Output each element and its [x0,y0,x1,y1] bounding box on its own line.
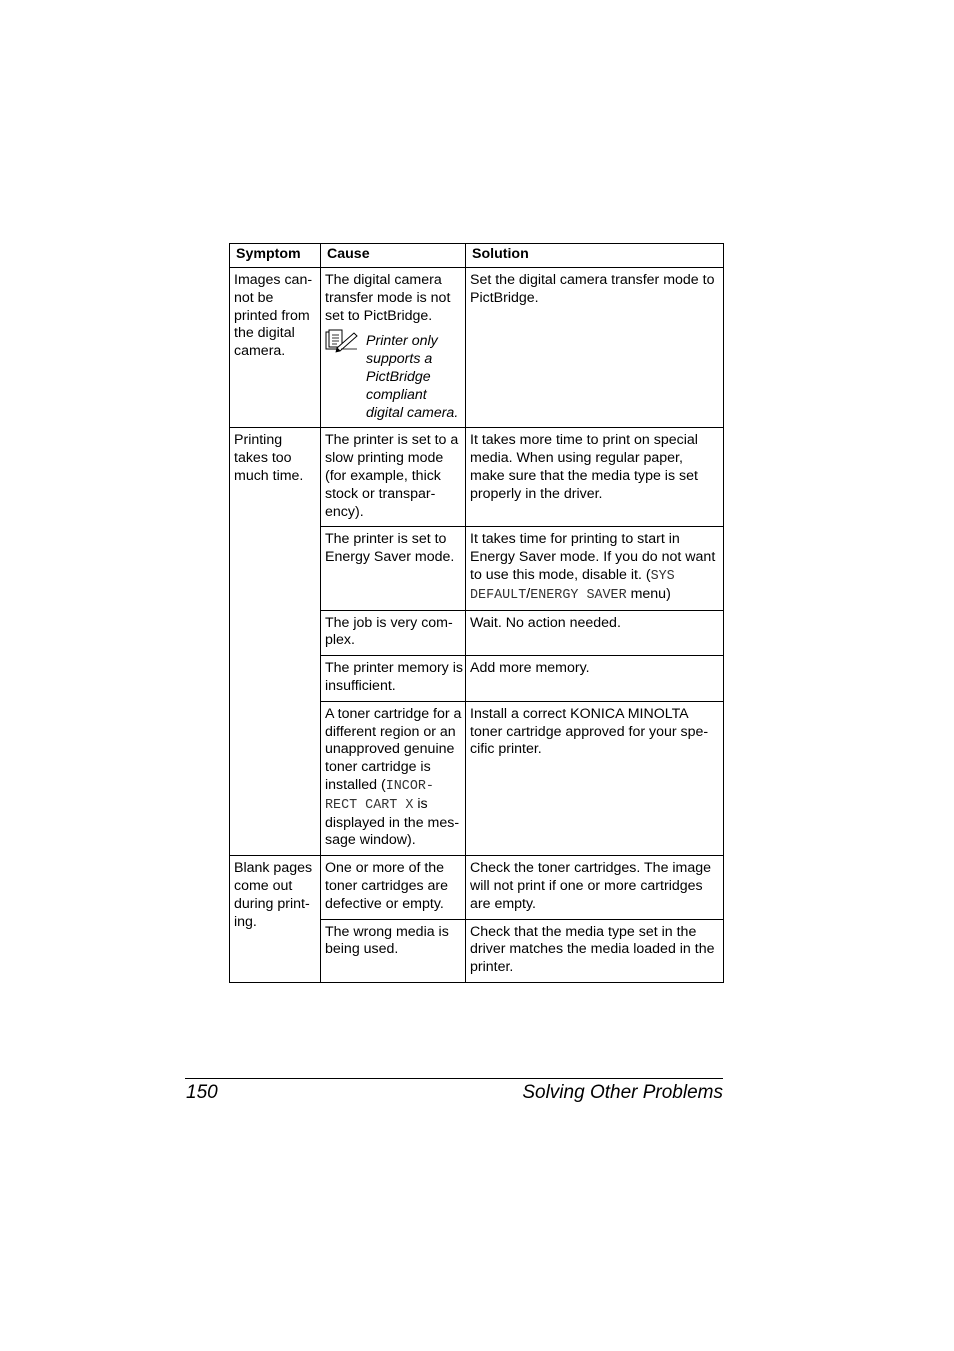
solution-text: It takes time for printing to start in Energy Saver mode. If you do not want to use this mode, disable it. ( [470,531,716,583]
header-solution: Solution [466,244,724,268]
cause-cell [321,701,466,855]
cause-cell: The printer is set to Energy Saver mode. [321,527,466,610]
solution-cell: Check that the media type set in the driver matches the media loaded in the printer. [466,919,724,982]
menu-separator: / [526,585,531,602]
symptom-cell: Blank pages come out during print-ing. [230,856,321,983]
header-cause: Cause [321,244,466,268]
cause-cell: One or more of the toner cartridges are defective or empty. [321,856,466,919]
note [325,329,463,422]
message-incorrect-cart: INCOR-RECT CART X [325,778,434,813]
solution-cell: Install a correct KONICA MINOLTA toner cartridge approved for your spe-cific printer. [466,701,724,855]
solution-cell: Wait. No action needed. [466,610,724,656]
symptom-cell: Images can-not be printed from the digital camera. [230,268,321,428]
header-symptom: Symptom [230,244,321,268]
menu-sys-default: SYS DEFAULT [470,568,675,603]
cause-text: A toner cartridge for a different region or an unapproved genuine toner cartridge is installed ( [325,705,462,793]
cause-text-end: is displayed in the mes-sage window). [325,795,460,849]
solution-text-end: menu) [626,585,671,602]
cause-cell: The job is very com-plex. [321,610,466,656]
note-pencil-icon [325,329,366,355]
troubleshooting-table [229,243,724,983]
solution-cell: Check the toner cartridges. The image will not print if one or more cartridges are empty. [466,856,724,919]
cause-text: The digital camera transfer mode is not set to PictBridge. [325,272,451,324]
solution-cell: Add more memory. [466,656,724,702]
table-row [230,428,724,527]
note-text: Printer only supports a PictBridge compliant digital camera. [366,333,459,421]
symptom-cell: Printing takes too much time. [230,428,321,856]
footer-rule [185,1078,723,1079]
solution-cell: Set the digital camera transfer mode to PictBridge. [466,268,724,428]
cause-cell: The printer is set to a slow printing mode (for example, thick stock or transpar-ency). [321,428,466,527]
table-header-row [230,244,724,268]
table-row [230,268,724,428]
cause-cell [321,268,466,428]
cause-cell: The wrong media is being used. [321,919,466,982]
section-title: Solving Other Problems [522,1082,723,1103]
solution-cell: It takes more time to print on special media. When using regular paper, make sure that the media type is set properly in the driver. [466,428,724,527]
menu-energy-saver: ENERGY SAVER [530,587,627,603]
page-number: 150 [186,1082,218,1103]
cause-cell: The printer memory is insufficient. [321,656,466,702]
solution-cell [466,527,724,610]
table-row [230,856,724,919]
